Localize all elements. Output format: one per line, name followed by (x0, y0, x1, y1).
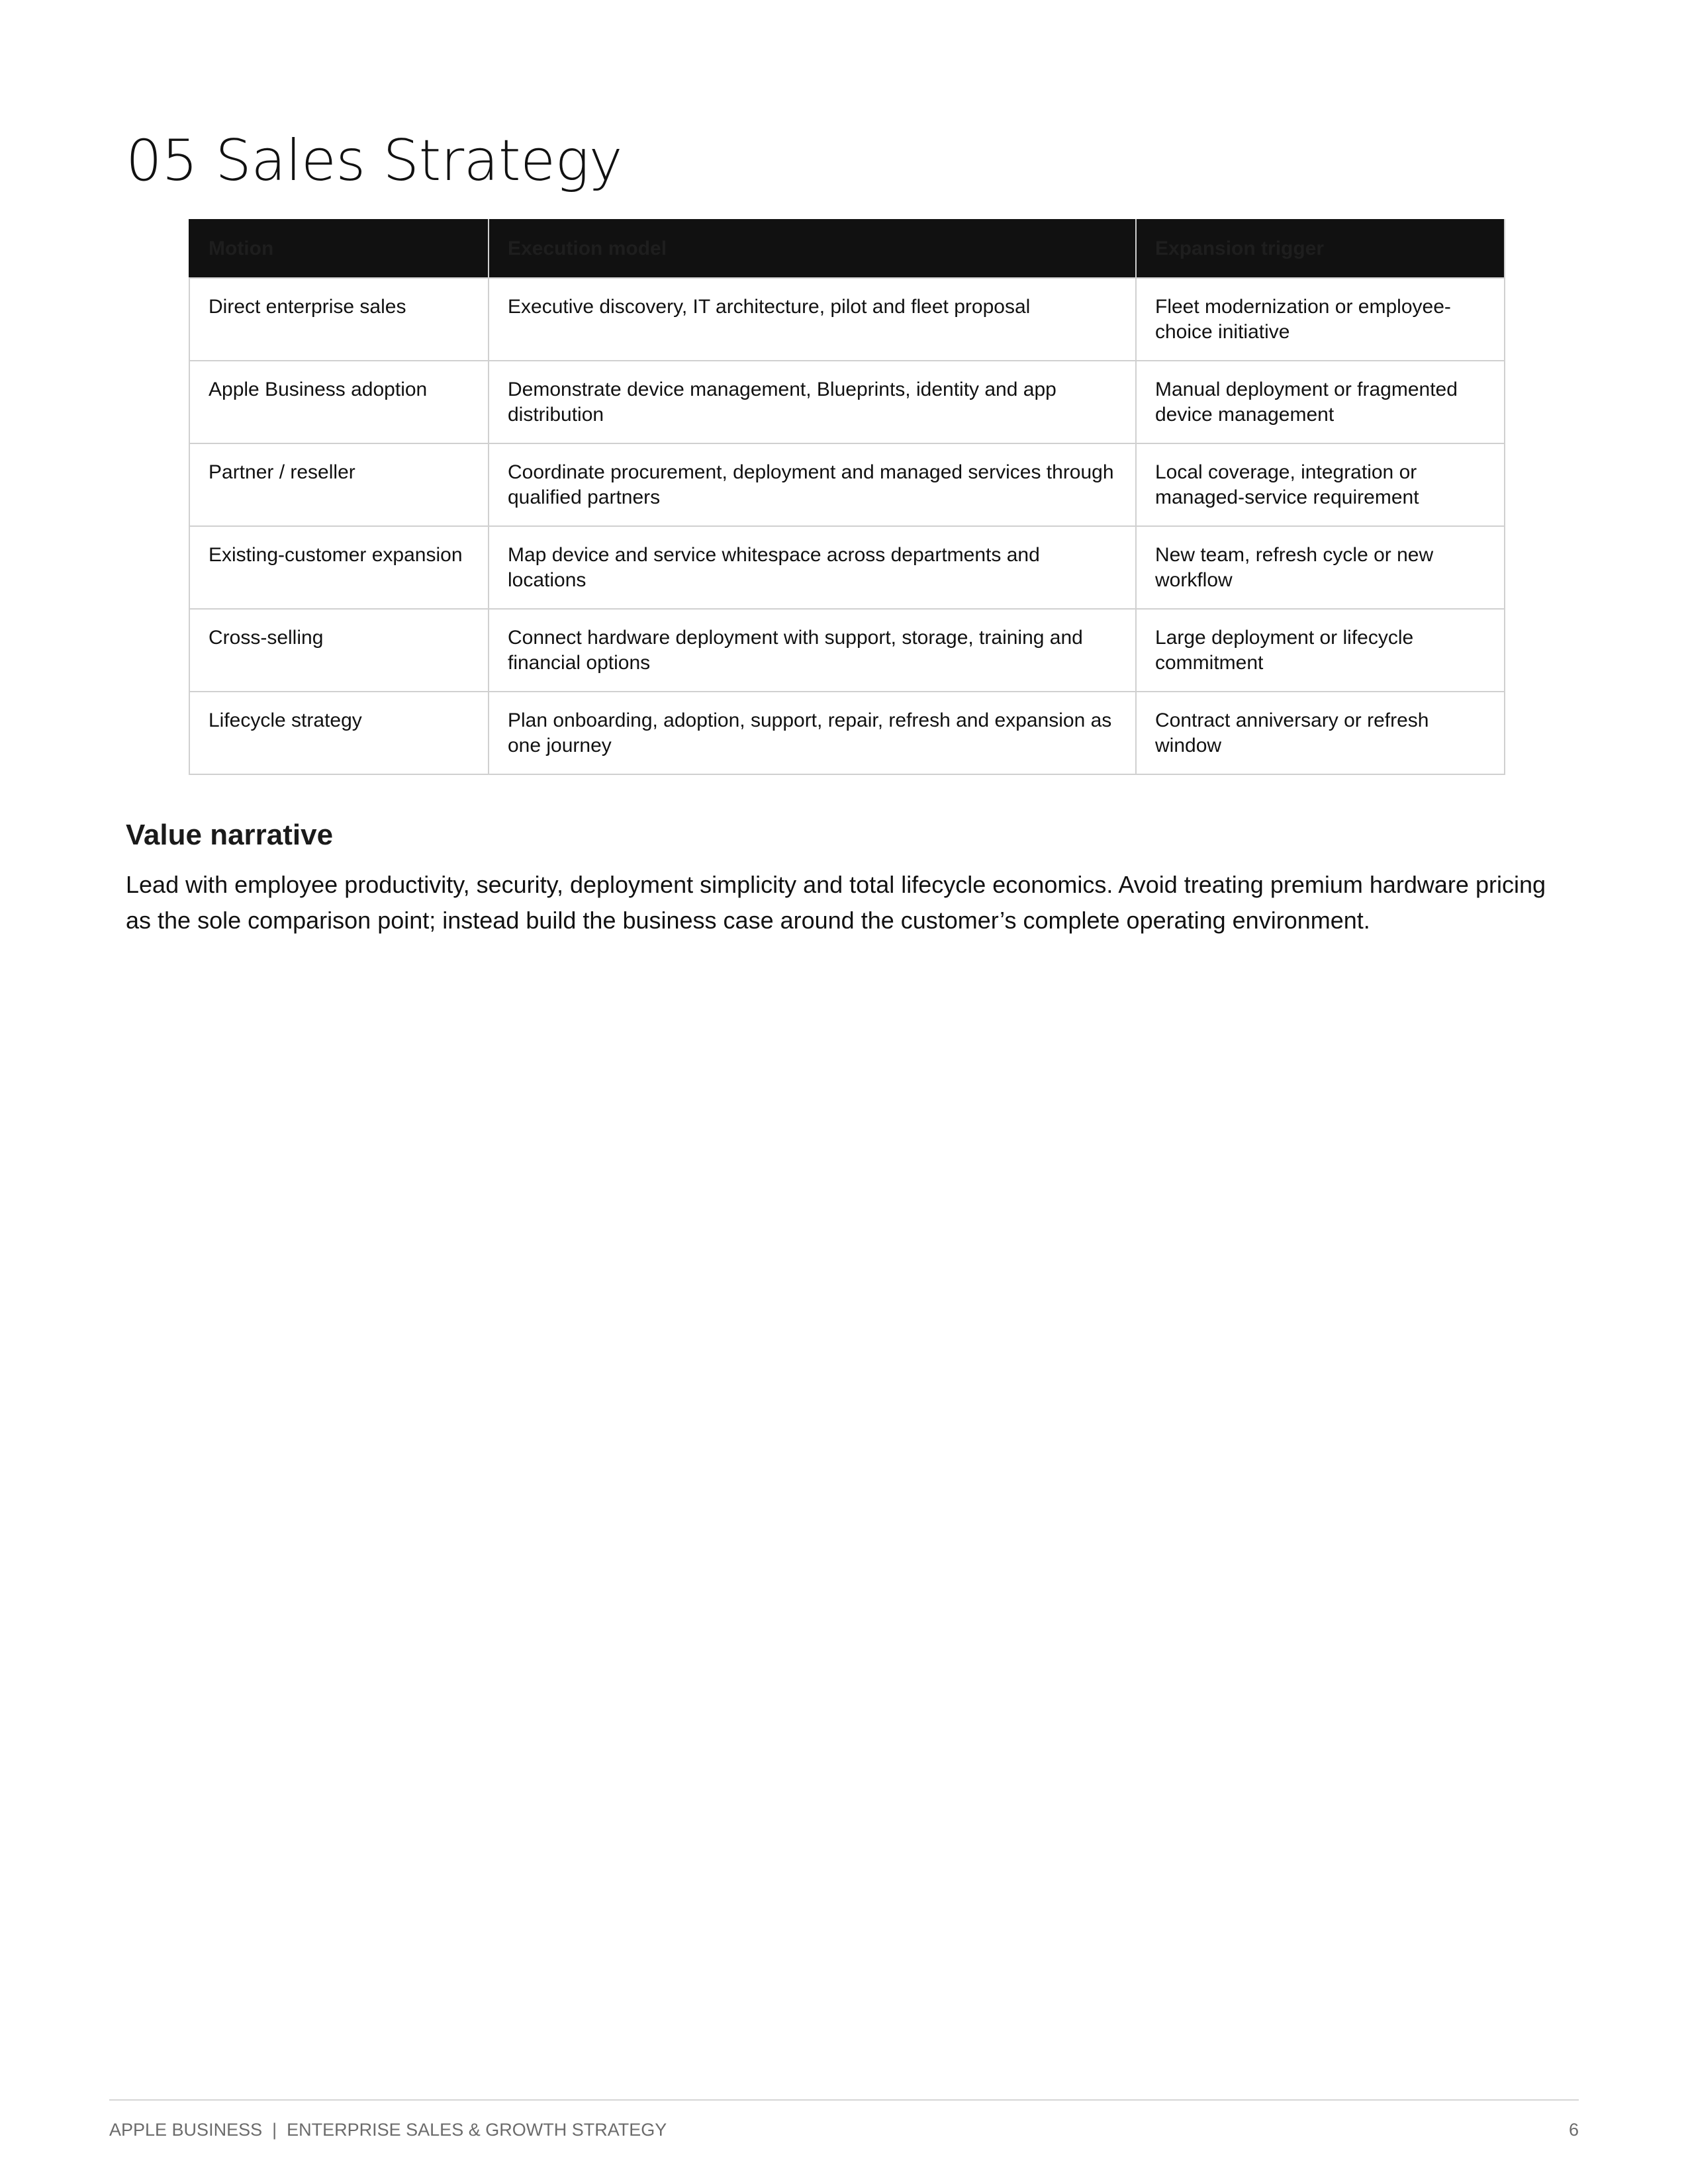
footer-divider (109, 2099, 1579, 2101)
value-narrative-paragraph: Lead with employee productivity, security, deployment simplicity and total lifecycle economics. Avoid treating premium hardware pricing as the sole comparison point; instead build the business case around the customer’s complete operating environment. (126, 871, 1546, 934)
execution-model-cell: Executive discovery, IT architecture, pilot and fleet proposal (489, 278, 1136, 361)
expansion-trigger-cell: New team, refresh cycle or new workflow (1136, 526, 1505, 609)
column-header-expansion-trigger: Expansion trigger (1136, 220, 1505, 278)
expansion-trigger-cell: Large deployment or lifecycle commitment (1136, 609, 1505, 692)
execution-model-cell: Connect hardware deployment with support, storage, training and financial options (489, 609, 1136, 692)
expansion-trigger-cell: Manual deployment or fragmented device management (1136, 361, 1505, 443)
table-row (189, 526, 1505, 609)
motion-cell: Direct enterprise sales (189, 278, 489, 361)
value-narrative-heading: Value narrative (126, 819, 334, 851)
expansion-trigger-cell: Fleet modernization or employee-choice initiative (1136, 278, 1505, 361)
motion-cell: Cross-selling (189, 609, 489, 692)
expansion-trigger-cell: Local coverage, integration or managed-service requirement (1136, 443, 1505, 526)
execution-model-cell: Demonstrate device management, Blueprints, identity and app distribution (489, 361, 1136, 443)
motion-cell: Existing-customer expansion (189, 526, 489, 609)
table-row (189, 361, 1505, 443)
table-header-row (189, 220, 1505, 278)
sales-strategy-table (189, 219, 1505, 775)
table-row (189, 278, 1505, 361)
table-row (189, 692, 1505, 774)
footer-document-title: APPLE BUSINESS | ENTERPRISE SALES & GROWTH STRATEGY (109, 2120, 667, 2140)
page-number: 6 (1568, 2120, 1579, 2140)
table-row (189, 609, 1505, 692)
motion-cell: Apple Business adoption (189, 361, 489, 443)
column-header-motion: Motion (189, 220, 489, 278)
execution-model-cell: Plan onboarding, adoption, support, repair, refresh and expansion as one journey (489, 692, 1136, 774)
table-row (189, 443, 1505, 526)
column-header-execution-model: Execution model (489, 220, 1136, 278)
motion-cell: Lifecycle strategy (189, 692, 489, 774)
motion-cell: Partner / reseller (189, 443, 489, 526)
page-title: 05 Sales Strategy (126, 128, 623, 194)
expansion-trigger-cell: Contract anniversary or refresh window (1136, 692, 1505, 774)
execution-model-cell: Map device and service whitespace across departments and locations (489, 526, 1136, 609)
execution-model-cell: Coordinate procurement, deployment and managed services through qualified partners (489, 443, 1136, 526)
